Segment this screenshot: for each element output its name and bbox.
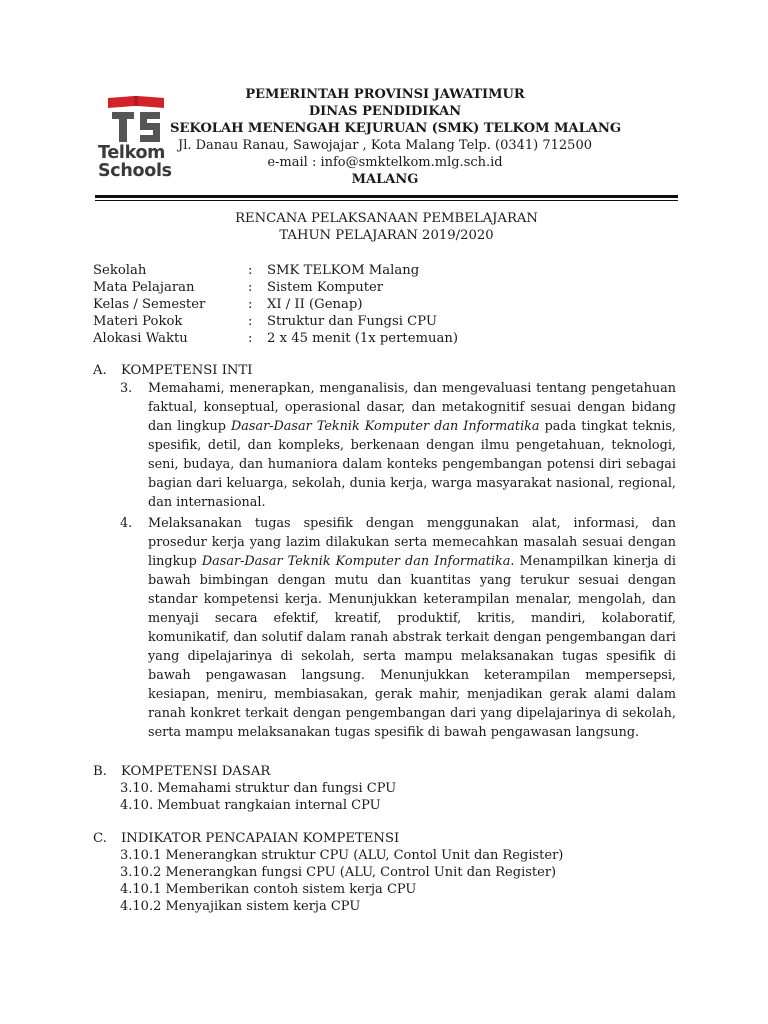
identity-row [93,296,458,313]
identity-colon: : [248,331,253,346]
identity-value: Sistem Komputer [267,280,384,295]
identity-table [93,262,458,347]
list-item: 3.10.2 Menerangkan fungsi CPU (ALU, Control Unit dan Register) [120,865,557,880]
item-text-part: pada tingkat teknis, spesifik, detil, dan kompleks, berkenaan dengan ilmu pengetahuan, teknologi, seni, budaya, dan humaniora dalam konteks pengembangan potensi diri sebagai bagian dari keluarga, sekolah, dunia kerja, warga masyarakat nasional, regional, dan internasional. [148,419,676,510]
section-a-heading [93,362,252,379]
header-address: Jl. Danau Ranau, Sawojajar , Kota Malang Telp. (0341) 712500 [178,138,592,153]
telkom-schools-logo [98,92,173,184]
identity-key: Alokasi Waktu [93,331,188,346]
header-school-name: SEKOLAH MENENGAH KEJURUAN (SMK) TELKOM MALANG [170,121,621,136]
list-item: 4.10. Membuat rangkaian internal CPU [120,798,381,813]
identity-colon: : [248,314,253,329]
basic-competence-list [120,780,396,814]
item-text-part: Melaksanakan tugas spesifik dengan menggunakan alat, informasi, dan prosedur kerja yang lazim dilakukan serta memecahkan masalah sesuai dengan lingkup [148,516,676,569]
identity-key: Sekolah [93,263,147,278]
identity-key: Kelas / Semester [93,297,206,312]
letterhead [170,86,621,188]
logo-text-schools: Schools [98,161,172,181]
section-letter: B. [93,764,107,779]
identity-row [93,313,458,330]
item-text [148,379,676,512]
header-government: PEMERINTAH PROVINSI JAWATIMUR [245,87,525,102]
logo-text-telkom: Telkom [98,143,166,163]
header-email: e-mail : info@smktelkom.mlg.sch.id [267,155,503,170]
title-line-2: TAHUN PELAJARAN 2019/2020 [279,228,494,243]
section-letter: C. [93,831,107,846]
item-number: 3. [120,381,133,396]
identity-value: Struktur dan Fungsi CPU [267,314,438,329]
section-c-heading [93,830,399,847]
section-title: KOMPETENSI INTI [121,363,253,378]
section-title: INDIKATOR PENCAPAIAN KOMPETENSI [121,831,400,846]
item-text-italic: Dasar-Dasar Teknik Komputer dan Informatika [231,419,540,434]
identity-value: SMK TELKOM Malang [267,263,420,278]
header-city: MALANG [351,172,419,187]
identity-colon: : [248,280,253,295]
list-item: 4.10.1 Memberikan contoh sistem kerja CPU [120,882,417,897]
header-divider-thin [95,200,678,201]
identity-colon: : [248,297,253,312]
identity-row [93,330,458,347]
identity-key: Materi Pokok [93,314,183,329]
identity-value: XI / II (Genap) [267,297,363,312]
core-competence-3 [93,379,676,512]
indicator-list [120,847,563,915]
identity-row [93,279,458,296]
title-line-1: RENCANA PELAKSANAAN PEMBELAJARAN [235,211,538,226]
item-text-italic: Dasar-Dasar Teknik Komputer dan Informatika [201,554,511,569]
list-item: 3.10. Memahami struktur dan fungsi CPU [120,781,397,796]
list-item: 3.10.1 Menerangkan struktur CPU (ALU, Contol Unit dan Register) [120,848,564,863]
section-b-heading [93,763,270,780]
item-text-part: . Menampilkan kinerja di bawah bimbingan dengan mutu dan kuantitas yang terukur sesuai dengan standar kompetensi kerja. Menunjukkan keterampilan menalar, mengolah, dan menyaji secara efektif, kreatif, produktif, kritis, mandiri, kolaboratif, komunikatif, dan solutif dalam ranah abstrak terkait dengan pengembangan dari yang dipelajarinya di sekolah, serta mampu melaksanakan tugas spesifik di bawah pengawasan langsung. Menunjukkan keterampilan mempersepsi, kesiapan, meniru, membiasakan, gerak mahir, menjadikan gerak alami dalam ranah konkret terkait dengan pengembangan dari yang dipelajarinya di sekolah, serta mampu melaksanakan tugas spesifik di bawah pengawasan langsung. [148,554,677,740]
telkom-logo-mark-icon [98,92,173,144]
item-number: 4. [120,516,133,531]
section-letter: A. [93,363,107,378]
item-text [148,514,676,742]
identity-colon: : [248,263,253,278]
core-competence-4 [93,514,676,742]
item-text-part: Memahami, menerapkan, menganalisis, dan mengevaluasi tentang pengetahuan faktual, konseptual, operasional dasar, dan metakognitif sesuai dengan bidang dan lingkup [148,381,676,434]
section-title: KOMPETENSI DASAR [121,764,271,779]
document-title [95,210,678,244]
identity-key: Mata Pelajaran [93,280,195,295]
identity-value: 2 x 45 menit (1x pertemuan) [267,331,459,346]
list-item: 4.10.2 Menyajikan sistem kerja CPU [120,899,361,914]
header-department: DINAS PENDIDIKAN [308,104,462,119]
header-divider-thick [95,195,678,198]
identity-row [93,262,458,279]
